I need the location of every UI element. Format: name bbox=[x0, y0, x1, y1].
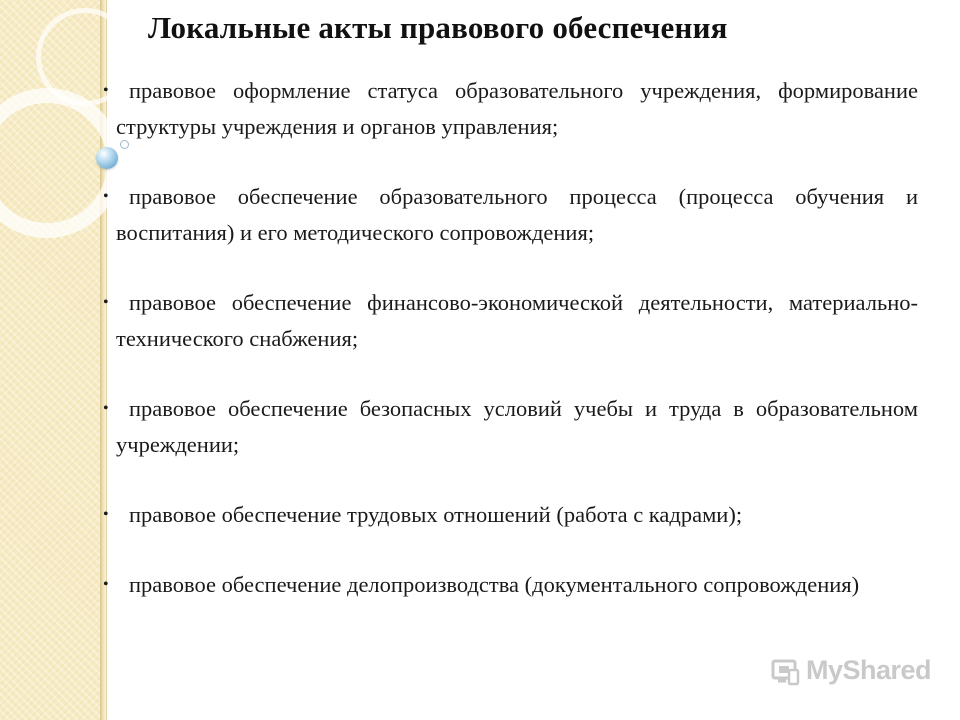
bullet-item-finance: • правовое обеспечение финансово-экономической деятельности, материально-технического снабжения; bbox=[116, 285, 918, 357]
slide-title: Локальные акты правового обеспечения bbox=[148, 10, 728, 45]
decorative-blue-ball bbox=[96, 147, 118, 169]
bullet-item-records-management: • правовое обеспечение делопроизводства (документального сопровождения) bbox=[116, 567, 918, 603]
myshared-watermark bbox=[770, 655, 931, 686]
bullet-item-safety: • правовое обеспечение безопасных условий учебы и труда в образовательном учреждении; bbox=[116, 391, 918, 463]
bullet-item-labor-relations: • правовое обеспечение трудовых отношений (работа с кадрами); bbox=[116, 497, 918, 533]
mobile-presentation-icon bbox=[770, 656, 800, 686]
watermark-text: MyShared bbox=[806, 655, 932, 685]
bullet-item-status: • правовое оформление статуса образовательного учреждения, формирование структуры учреждения и органов управления; bbox=[116, 73, 918, 145]
bullet-item-educational-process: • правовое обеспечение образовательного процесса (процесса обучения и воспитания) и его методического сопровождения; bbox=[116, 179, 918, 251]
bullet-list bbox=[116, 73, 918, 603]
